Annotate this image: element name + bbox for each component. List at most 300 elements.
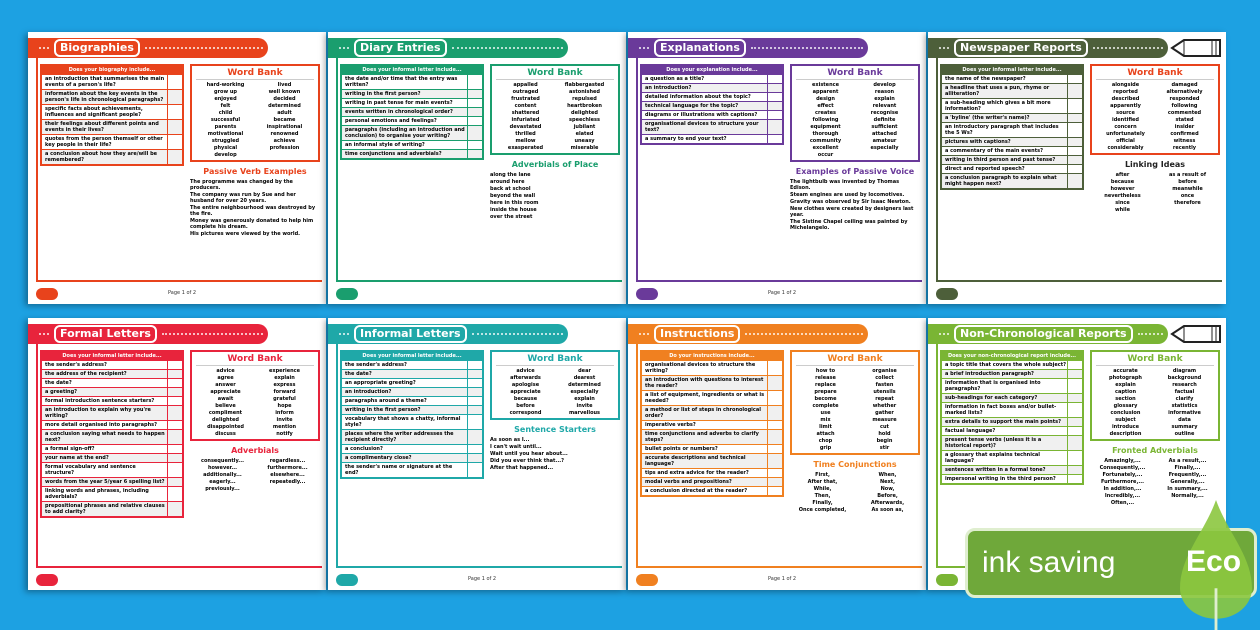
section-line: While, xyxy=(813,486,832,492)
right-column xyxy=(190,350,320,493)
right-column xyxy=(490,64,620,221)
word-bank-grid xyxy=(196,82,314,158)
right-column xyxy=(490,350,620,472)
section-line: After that happened... xyxy=(490,465,554,471)
word-bank-grid xyxy=(496,368,614,416)
word-bank-word: witness xyxy=(1173,138,1196,144)
word-bank-word: alternatively xyxy=(1166,89,1203,95)
section-line: Gravity was observed by Sir Isaac Newton. xyxy=(790,199,911,205)
word-bank-word: following xyxy=(812,117,839,123)
section-adverbials xyxy=(190,446,320,493)
word-bank-word: mix xyxy=(820,417,831,423)
word-bank-word: how to xyxy=(815,368,836,374)
word-bank-word: appreciate xyxy=(510,389,541,395)
dotted-rule xyxy=(39,47,49,49)
section-line: Fortunately,... xyxy=(1102,472,1143,478)
section-line: Normally,... xyxy=(1171,493,1204,499)
sheet-title: Explanations xyxy=(654,39,746,57)
word-bank-word: become xyxy=(814,396,837,402)
word-bank xyxy=(790,350,920,455)
word-bank-word: commented xyxy=(1167,110,1202,116)
section-line: Amazingly,... xyxy=(1104,458,1141,464)
dotted-rule xyxy=(339,333,349,335)
word-bank-word: grip xyxy=(819,445,832,451)
word-bank-word: accurate xyxy=(1113,368,1138,374)
section-lines xyxy=(490,437,620,471)
section-lines xyxy=(1090,172,1220,214)
checklist-item: an introductory paragraph that includes the 5 Ws? xyxy=(942,122,1082,137)
header-band xyxy=(928,324,1168,344)
word-bank-word: clarify xyxy=(1175,396,1194,402)
section-title: Adverbials xyxy=(231,446,279,455)
word-bank-word: advice xyxy=(216,368,235,374)
word-bank-word: complete xyxy=(812,403,839,409)
checklist-item: an introduction? xyxy=(642,83,782,92)
checklist-item: a summary to end your text? xyxy=(642,134,782,143)
word-bank-title: Word Bank xyxy=(496,68,614,80)
section-time-conjunctions xyxy=(790,460,920,514)
word-bank-word: explain xyxy=(274,375,295,381)
word-bank-word: exasperated xyxy=(507,145,544,151)
checklist-header: Does your informal letter include... xyxy=(42,352,182,360)
word-bank-word: confirmed xyxy=(1170,131,1199,137)
word-bank-word: shattered xyxy=(511,110,540,116)
word-bank-word: outraged xyxy=(512,89,539,95)
checklist-item: modal verbs and prepositions? xyxy=(642,477,782,486)
word-bank xyxy=(490,350,620,420)
checklist-item: a conclusion directed at the reader? xyxy=(642,486,782,495)
word-bank-word: hard-working xyxy=(206,82,245,88)
section-line: consequently... xyxy=(200,458,245,464)
word-bank-word: develop xyxy=(214,152,237,158)
checklist-item: factual language? xyxy=(942,426,1082,435)
word-bank-word: section xyxy=(1115,396,1136,402)
checklist-item: paragraphs around a theme? xyxy=(342,396,482,405)
right-column xyxy=(1090,350,1220,507)
section-line: Steam engines are used by locomotives. xyxy=(790,192,905,198)
section-line: because xyxy=(1110,179,1135,185)
dotted-rule xyxy=(162,333,263,335)
word-bank-word: uneasy xyxy=(574,138,595,144)
word-bank xyxy=(490,64,620,155)
word-bank-word: successful xyxy=(210,117,241,123)
ink-saving-label: ink saving xyxy=(982,546,1116,579)
word-bank-word: whether xyxy=(872,403,897,409)
checklist-item: a method or list of steps in chronological order? xyxy=(642,405,782,420)
header-band xyxy=(328,38,568,58)
checklist xyxy=(940,64,1084,190)
twinkl-logo xyxy=(336,574,358,586)
section-line: In addition,... xyxy=(1103,486,1142,492)
word-bank-word: parents xyxy=(214,124,237,130)
word-bank-word: relevant xyxy=(872,103,897,109)
word-bank-word: research xyxy=(1172,382,1197,388)
word-bank-word: apparently xyxy=(1110,103,1141,109)
section-line: After that, xyxy=(807,479,838,485)
word-bank-word: advice xyxy=(516,368,535,374)
page-number: Page 1 of 2 xyxy=(768,576,797,582)
header-band xyxy=(28,38,268,58)
word-bank-word: inspirational xyxy=(266,124,303,130)
checklist-item: the address of the recipient? xyxy=(42,369,182,378)
checklist xyxy=(340,64,484,160)
checklist-header: Does your non-chronological report include... xyxy=(942,352,1082,360)
word-bank-word: struggled xyxy=(211,138,240,144)
word-bank-word: experience xyxy=(268,368,301,374)
word-bank-word: explain xyxy=(874,96,895,102)
section-title: Time Conjunctions xyxy=(813,460,897,469)
dotted-rule xyxy=(745,333,863,335)
section-line: inside the house xyxy=(490,207,537,213)
word-bank-word: effect xyxy=(817,103,834,109)
word-bank-word: afterwards xyxy=(510,375,541,381)
checklist-item: prepositional phrases and relative clauses to add clarity? xyxy=(42,501,182,516)
word-bank-grid xyxy=(1096,82,1214,151)
checklist-item: imperative verbs? xyxy=(642,420,782,429)
section-line: As a result,... xyxy=(1168,458,1207,464)
word-bank-word: especially xyxy=(570,389,599,395)
section-line: Before, xyxy=(877,493,898,499)
checklist-item: detailed information about the topic? xyxy=(642,92,782,101)
checklist-item: the sender's address? xyxy=(342,360,482,369)
word-bank-word: following xyxy=(1171,103,1198,109)
section-line: The entire neighbourhood was destroyed by the fire. xyxy=(190,205,316,217)
section-line: Finally, xyxy=(812,500,833,506)
section-line: Furthermore,... xyxy=(1100,479,1145,485)
checklist-item: the name of the newspaper? xyxy=(942,74,1082,83)
word-bank-word: determined xyxy=(268,103,301,109)
word-bank-word: became xyxy=(273,117,296,123)
dotted-rule xyxy=(939,47,949,49)
section-line: Incredibly,... xyxy=(1104,493,1141,499)
word-bank-word: prepare xyxy=(814,389,837,395)
header-band xyxy=(28,324,268,344)
word-bank-word: grow up xyxy=(214,89,237,95)
word-bank-word: official xyxy=(1116,138,1135,144)
word-bank-word: description xyxy=(1109,431,1142,437)
section-examples-of-passive-voice xyxy=(790,167,920,231)
word-bank-word: factual xyxy=(1174,389,1195,395)
word-bank-word: astonished xyxy=(569,89,600,95)
word-bank-word: community xyxy=(809,138,842,144)
section-line: however xyxy=(1110,186,1135,192)
checklist-header: Does your informal letter include... xyxy=(942,66,1082,74)
section-line: Afterwards, xyxy=(870,500,905,506)
checklist-item: a question as a title? xyxy=(642,74,782,83)
word-bank-word: invite xyxy=(276,417,293,423)
word-bank-word: data xyxy=(1178,417,1191,423)
word-bank-word: apparent xyxy=(812,89,839,95)
twinkl-logo xyxy=(36,288,58,300)
checklist-item: an introduction that summarises the main events of a person's life? xyxy=(42,74,182,89)
word-bank-word: dearest xyxy=(573,375,596,381)
word-bank-word: infuriated xyxy=(511,117,540,123)
word-bank-word: measure xyxy=(872,417,897,423)
word-bank-word: lived xyxy=(277,82,292,88)
section-line: as a result of xyxy=(1168,172,1207,178)
word-bank-word: unfortunately xyxy=(1106,131,1145,137)
section-line: Now, xyxy=(880,486,895,492)
section-line: beyond the wall xyxy=(490,193,536,199)
section-fronted-adverbials xyxy=(1090,446,1220,507)
checklist-item: an informal style of writing? xyxy=(342,140,482,149)
section-line: Frequently,... xyxy=(1168,472,1207,478)
checklist-item: information about the key events in the person's life in chronological paragraphs? xyxy=(42,89,182,104)
dotted-rule xyxy=(639,47,649,49)
word-bank-word: thorough xyxy=(812,131,839,137)
word-bank-title: Word Bank xyxy=(1096,68,1214,80)
checklist-item: writing in past tense for main events? xyxy=(342,98,482,107)
word-bank-word: mention xyxy=(272,424,297,430)
word-bank-word: identified xyxy=(1111,117,1140,123)
section-passive-verb-examples xyxy=(190,167,320,237)
word-bank-word: marvellous xyxy=(568,410,601,416)
section-line: along the lane xyxy=(490,172,531,178)
twinkl-logo xyxy=(636,574,658,586)
worksheet-formal-letters xyxy=(28,318,326,590)
word-bank-word: appreciate xyxy=(210,389,241,395)
checklist-item: an appropriate greeting? xyxy=(342,378,482,387)
word-bank-word: profession xyxy=(269,145,300,151)
word-bank-word: especially xyxy=(870,145,899,151)
section-line: I can't wait until... xyxy=(490,444,542,450)
word-bank-word: stated xyxy=(1175,117,1194,123)
sheet-title: Formal Letters xyxy=(54,325,157,343)
checklist-item: organisational devices to structure the writing? xyxy=(642,360,782,375)
word-bank-word: inform xyxy=(275,410,294,416)
word-bank-title: Word Bank xyxy=(796,68,914,80)
checklist-item: a conclusion saying what needs to happen next? xyxy=(42,429,182,444)
checklist-item: places where the writer addresses the recipient directly? xyxy=(342,429,482,444)
checklist-item: writing in third person and past tense? xyxy=(942,155,1082,164)
checklist-item: the sender's address? xyxy=(42,360,182,369)
worksheet-explanations xyxy=(628,32,926,304)
dotted-rule xyxy=(1138,333,1163,335)
checklist-item: more detail organised into paragraphs? xyxy=(42,420,182,429)
word-bank-word: flabbergasted xyxy=(564,82,605,88)
sheet-title: Biographies xyxy=(54,39,140,57)
word-bank-word: disappointed xyxy=(207,424,244,430)
section-line: previously... xyxy=(205,486,240,492)
word-bank-word: explain xyxy=(574,396,595,402)
word-bank-word: repeat xyxy=(875,396,894,402)
section-line: Finally,... xyxy=(1174,465,1201,471)
word-bank-word: stir xyxy=(879,445,890,451)
section-title: Linking Ideas xyxy=(1124,160,1186,169)
word-bank-title: Word Bank xyxy=(196,68,314,80)
section-lines xyxy=(190,179,320,237)
section-line: once xyxy=(1180,193,1195,199)
page-number: Page 1 of 2 xyxy=(468,576,497,582)
dotted-rule xyxy=(1093,47,1163,49)
section-title: Examples of Passive Voice xyxy=(795,167,915,176)
word-bank-grid xyxy=(796,368,914,451)
section-line: Money was generously donated to help him complete his dream. xyxy=(190,218,314,230)
section-line: while xyxy=(1115,207,1130,213)
checklist-item: their feelings about different points and events in their lives? xyxy=(42,119,182,134)
checklist-item: a glossary that explains technical language? xyxy=(942,450,1082,465)
word-bank-title: Word Bank xyxy=(1096,354,1214,366)
checklist-item: accurate descriptions and technical language? xyxy=(642,453,782,468)
twinkl-logo xyxy=(936,288,958,300)
section-lines xyxy=(790,179,920,231)
word-bank-word: source xyxy=(1116,110,1135,116)
word-bank-word: utensils xyxy=(873,389,896,395)
word-bank-word: answer xyxy=(215,382,236,388)
word-bank-word: delighted xyxy=(212,417,239,423)
right-column xyxy=(790,64,920,232)
word-bank-word: jubilant xyxy=(573,124,596,130)
word-bank-word: organise xyxy=(872,368,897,374)
word-bank-word: creates xyxy=(815,110,836,116)
word-bank-word: attach xyxy=(816,431,835,437)
checklist-item: a complimentary close? xyxy=(342,453,482,462)
section-title: Adverbials of Place xyxy=(511,160,599,169)
section-line: regardless... xyxy=(269,458,306,464)
header-band xyxy=(928,38,1168,58)
word-bank-word: frustrated xyxy=(511,96,540,102)
word-bank-word: determined xyxy=(568,382,601,388)
sheet-title: Instructions xyxy=(654,325,740,343)
sheet-title: Newspaper Reports xyxy=(954,39,1088,57)
checklist-item: present tense verbs (unless it is a historical report)? xyxy=(942,435,1082,450)
right-column xyxy=(1090,64,1220,214)
section-line: Generally,... xyxy=(1170,479,1205,485)
worksheet-informal-letters xyxy=(328,318,626,590)
checklist-header: Does your informal letter include... xyxy=(342,66,482,74)
word-bank-word: glossary xyxy=(1113,403,1138,409)
word-bank-grid xyxy=(196,368,314,437)
checklist-header: Do your instructions include... xyxy=(642,352,782,360)
checklist-item: time conjunctions and adverbs to clarify steps? xyxy=(642,429,782,444)
word-bank-word: notify xyxy=(276,431,293,437)
twinkl-logo xyxy=(936,574,958,586)
section-line: here in this room xyxy=(490,200,539,206)
checklist-header: Does your biography include... xyxy=(42,66,182,74)
word-bank-word: renowned xyxy=(270,131,299,137)
word-bank-word: gather xyxy=(875,410,894,416)
word-bank-word: achieve xyxy=(273,138,296,144)
word-bank xyxy=(190,350,320,441)
word-bank-word: introduce xyxy=(1111,424,1140,430)
checklist xyxy=(40,350,184,518)
section-line: meanwhile xyxy=(1172,186,1203,192)
word-bank-word: elated xyxy=(575,131,594,137)
checklist-item: a greeting? xyxy=(42,387,182,396)
word-bank-word: miserable xyxy=(570,145,599,151)
checklist-item: a brief introduction paragraph? xyxy=(942,369,1082,378)
word-bank-word: cut xyxy=(880,424,889,430)
word-bank-word: felt xyxy=(220,103,231,109)
word-bank-title: Word Bank xyxy=(496,354,614,366)
section-line: however... xyxy=(207,465,238,471)
sheet-title: Informal Letters xyxy=(354,325,467,343)
section-line: furthermore... xyxy=(267,465,308,471)
word-bank xyxy=(1090,350,1220,441)
checklist-item: personal emotions and feelings? xyxy=(342,116,482,125)
right-column xyxy=(790,350,920,514)
section-line: before xyxy=(1178,179,1197,185)
page-number: Page 1 of 2 xyxy=(768,290,797,296)
word-bank-word: caption xyxy=(1114,389,1136,395)
checklist-item: a conclusion? xyxy=(342,444,482,453)
checklist-item: pictures with captions? xyxy=(942,137,1082,146)
section-line: The programme was changed by the producers. xyxy=(190,179,293,191)
sheet-title: Diary Entries xyxy=(354,39,447,57)
section-line: repeatedly... xyxy=(269,479,306,485)
word-bank-word: statistics xyxy=(1171,403,1198,409)
dotted-rule xyxy=(452,47,563,49)
section-line: In summary,... xyxy=(1167,486,1208,492)
section-line: Next, xyxy=(879,479,896,485)
word-bank-word: described xyxy=(1111,96,1140,102)
word-bank-word: devastated xyxy=(509,124,542,130)
section-title: Sentence Starters xyxy=(514,425,596,434)
section-line: Often,... xyxy=(1110,500,1135,506)
word-bank-word: use xyxy=(820,410,831,416)
section-line: His pictures were viewed by the world. xyxy=(190,231,301,237)
word-bank-word: concern xyxy=(1114,124,1137,130)
section-title: Passive Verb Examples xyxy=(203,167,307,176)
checklist-item: an introduction to explain why you're writing? xyxy=(42,405,182,420)
section-line: over the street xyxy=(490,214,533,220)
checklist-item: the sender's name or signature at the end? xyxy=(342,462,482,477)
word-bank xyxy=(190,64,320,162)
word-bank-word: considerably xyxy=(1107,145,1144,151)
checklist-item: extra details to support the main points? xyxy=(942,417,1082,426)
word-bank-grid xyxy=(796,82,914,158)
word-bank-word: appalled xyxy=(513,82,538,88)
section-line: elsewhere... xyxy=(270,472,305,478)
checklist xyxy=(40,64,184,166)
dotted-rule xyxy=(39,333,49,335)
right-column xyxy=(190,64,320,238)
section-line: after xyxy=(1115,172,1130,178)
section-line: As soon as I... xyxy=(490,437,530,443)
word-bank-word: enjoyed xyxy=(214,96,237,102)
word-bank-word: definite xyxy=(873,117,896,123)
worksheet-diary-entries xyxy=(328,32,626,304)
word-bank-word: begin xyxy=(876,438,893,444)
checklist-item: writing in the first person? xyxy=(342,405,482,414)
word-bank-word: content xyxy=(514,103,537,109)
checklist-item: a conclusion paragraph to explain what might happen next? xyxy=(942,173,1082,188)
section-lines xyxy=(490,172,620,220)
word-bank-word: informative xyxy=(1168,410,1201,416)
header-band xyxy=(628,38,868,58)
checklist-item: information in fact boxes and/or bullet-marked lists? xyxy=(942,402,1082,417)
checklist-item: the date? xyxy=(342,369,482,378)
worksheet-biographies xyxy=(28,32,326,304)
word-bank-title: Word Bank xyxy=(796,354,914,366)
word-bank xyxy=(790,64,920,162)
word-bank-word: reason xyxy=(874,89,895,95)
dotted-rule xyxy=(639,333,649,335)
twinkl-logo xyxy=(636,288,658,300)
checklist-item: paragraphs (including an introduction and conclusion) to organise your writing? xyxy=(342,125,482,140)
word-bank-grid xyxy=(1096,368,1214,437)
section-linking-ideas xyxy=(1090,160,1220,214)
word-bank-word: design xyxy=(816,96,835,102)
section-line: First, xyxy=(815,472,830,478)
checklist-item: a list of equipment, ingredients or what is needed? xyxy=(642,390,782,405)
section-line: Consequently,... xyxy=(1099,465,1146,471)
word-bank-word: agree xyxy=(217,375,234,381)
twinkl-logo xyxy=(36,574,58,586)
section-line: As soon as, xyxy=(871,507,904,513)
checklist-item: a headline that uses a pun, rhyme or alliteration? xyxy=(942,83,1082,98)
word-bank-word: outline xyxy=(1174,431,1195,437)
